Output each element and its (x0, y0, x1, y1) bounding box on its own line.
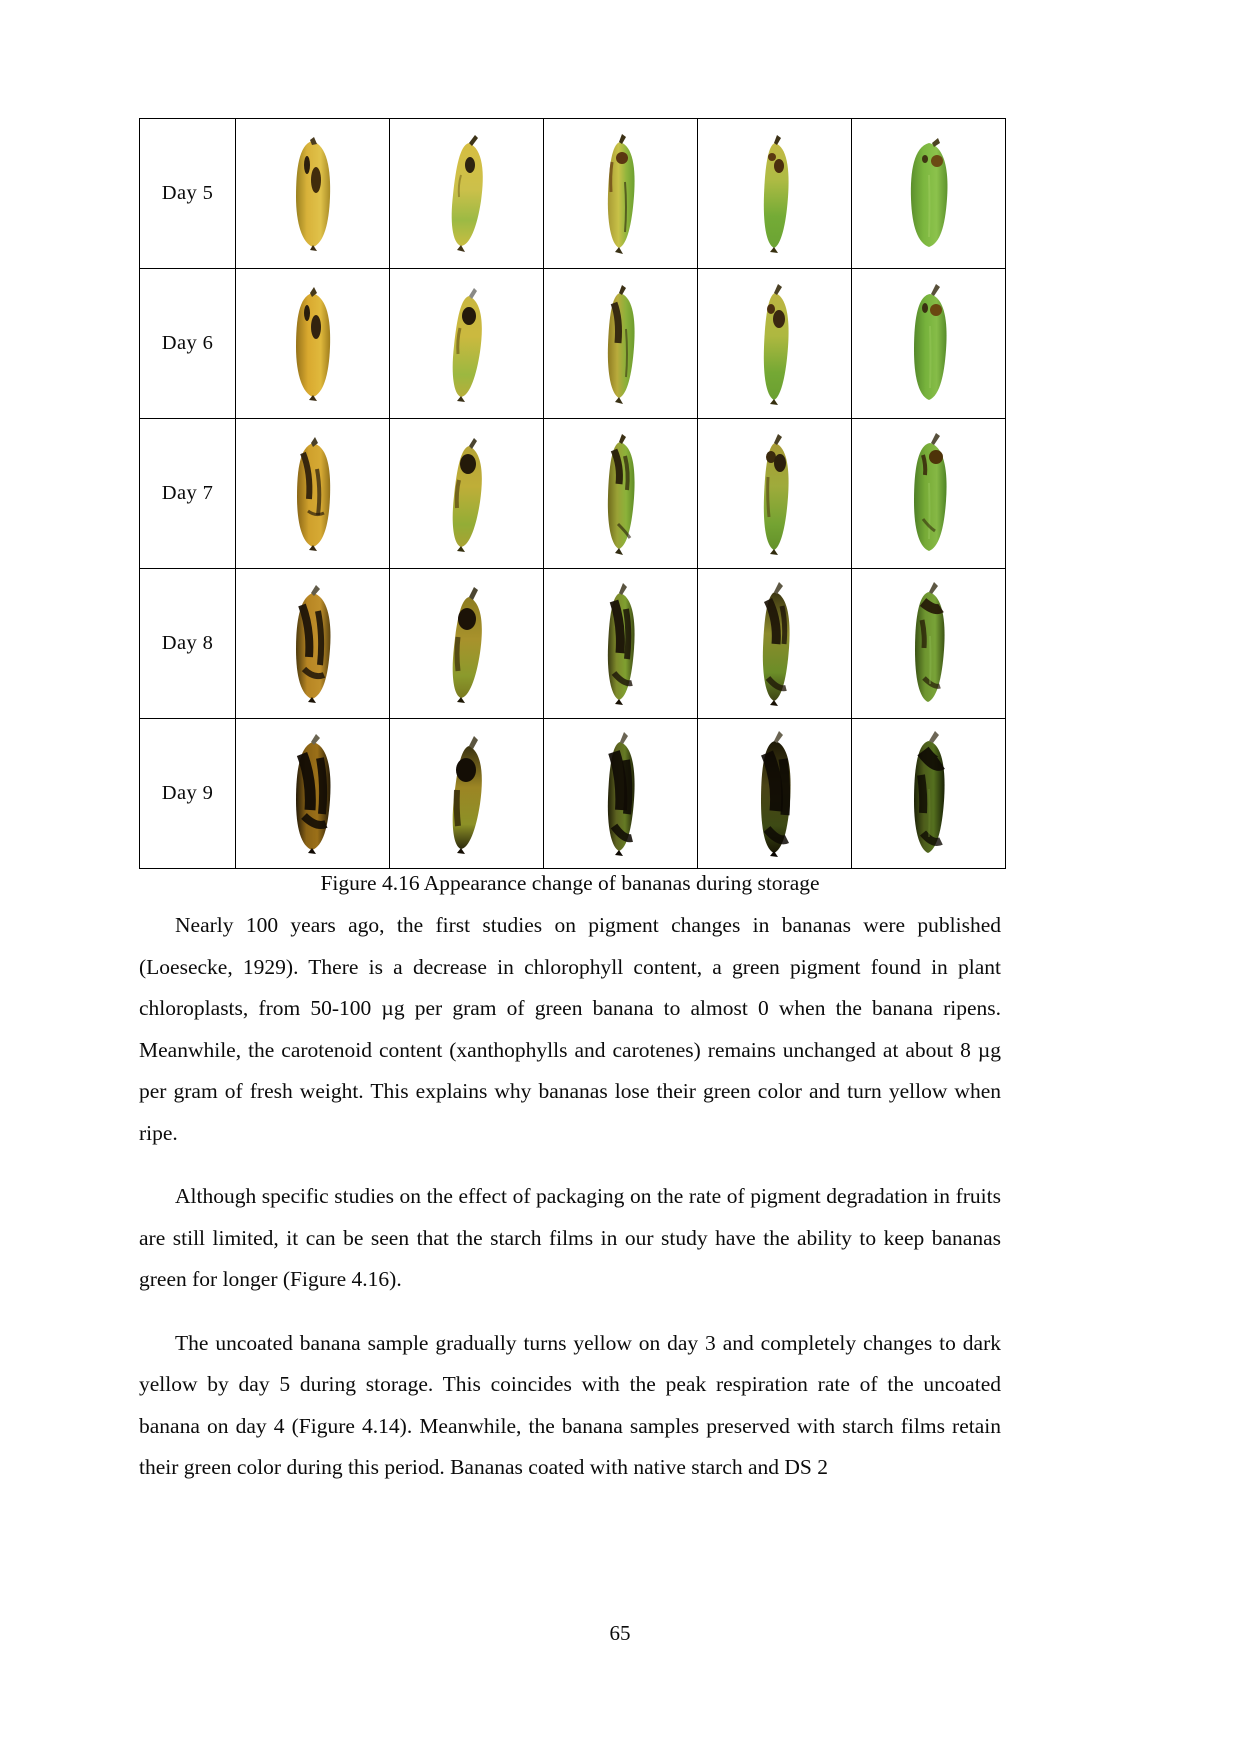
banana-image-d7-c2 (390, 419, 543, 568)
banana-cell-d8-c1 (236, 569, 390, 719)
banana-image-d5-c2 (390, 119, 543, 268)
banana-cell-d9-c2 (390, 719, 544, 869)
figure-caption: Figure 4.16 Appearance change of bananas during storage (320, 871, 820, 895)
banana-image-d8-c1 (236, 569, 389, 718)
banana-icon (746, 580, 804, 708)
banana-cell-d7-c1 (236, 419, 390, 569)
banana-image-d9-c5 (852, 719, 1005, 868)
banana-icon (748, 133, 802, 255)
banana-icon (438, 583, 496, 705)
banana-image-d5-c3 (544, 119, 697, 268)
banana-icon (747, 281, 803, 407)
banana-cell-d6-c4 (698, 269, 852, 419)
row-label-day7: Day 7 (140, 419, 236, 569)
banana-icon (437, 434, 497, 554)
banana-icon (745, 729, 805, 859)
banana-icon (281, 135, 345, 253)
banana-icon (592, 432, 650, 556)
table-row (140, 419, 1006, 569)
banana-image-d7-c1 (236, 419, 389, 568)
banana-cell-d7-c5 (852, 419, 1006, 569)
table-row (140, 269, 1006, 419)
banana-image-d7-c4 (698, 419, 851, 568)
banana-cell-d9-c5 (852, 719, 1006, 869)
banana-image-d7-c3 (544, 419, 697, 568)
banana-cell-d8-c5 (852, 569, 1006, 719)
banana-icon (435, 133, 499, 255)
banana-image-d5-c4 (698, 119, 851, 268)
paragraph-3: The uncoated banana sample gradually turns yellow on day 3 and completely changes to dark yellow by day 5 during storage. This coincides with the peak respiration rate of the uncoated banana on day 4 (Figure 4.14). Meanwhile, the banana samples preserved with starch films retain their green color during this period. Bananas coated with native starch and DS 2 (139, 1330, 1001, 1479)
banana-cell-d6-c5 (852, 269, 1006, 419)
banana-cell-d8-c3 (544, 569, 698, 719)
banana-cell-d5-c4 (698, 119, 852, 269)
banana-cell-d6-c3 (544, 269, 698, 419)
banana-icon (899, 431, 959, 557)
banana-icon (896, 135, 962, 253)
row-label-day8: Day 8 (140, 569, 236, 719)
banana-image-d6-c5 (852, 269, 1005, 418)
banana-image-d6-c4 (698, 269, 851, 418)
banana-image-d5-c5 (852, 119, 1005, 268)
banana-cell-d7-c2 (390, 419, 544, 569)
banana-appearance-table (139, 118, 1006, 869)
row-label-day9: Day 9 (140, 719, 236, 869)
banana-icon (898, 282, 960, 406)
banana-image-d6-c3 (544, 269, 697, 418)
row-label-day5: Day 5 (140, 119, 236, 269)
banana-image-d8-c5 (852, 569, 1005, 718)
table-body (140, 119, 1006, 869)
banana-cell-d7-c4 (698, 419, 852, 569)
banana-icon (592, 132, 650, 256)
banana-image-d6-c1 (236, 269, 389, 418)
banana-cell-d6-c2 (390, 269, 544, 419)
row-label-day6: Day 6 (140, 269, 236, 419)
banana-icon (900, 580, 958, 708)
banana-icon (592, 581, 650, 707)
banana-icon (282, 583, 344, 705)
banana-cell-d5-c3 (544, 119, 698, 269)
banana-icon (592, 283, 650, 405)
banana-cell-d5-c1 (236, 119, 390, 269)
banana-cell-d9-c1 (236, 719, 390, 869)
paragraph-1: Nearly 100 years ago, the first studies on pigment changes in bananas were published (Loesecke, 1929). There is a decrease in chlorophyll content, a green pigment found in plant chloroplasts, from 50-100 µg per gram of green banana to almost 0 when the banana ripens. Meanwhile, the carotenoid content (xanthophylls and carotenes) remains unchanged at about 8 µg per gram of fresh weight. This explains why bananas lose their green color and turn yellow when ripe. (139, 913, 1001, 1145)
banana-icon (436, 284, 498, 404)
banana-cell-d5-c2 (390, 119, 544, 269)
banana-image-d7-c5 (852, 419, 1005, 568)
banana-cell-d6-c1 (236, 269, 390, 419)
banana-cell-d8-c2 (390, 569, 544, 719)
table-row (140, 719, 1006, 869)
banana-icon (899, 729, 959, 859)
banana-icon (282, 285, 344, 403)
table-row (140, 569, 1006, 719)
banana-image-d9-c4 (698, 719, 851, 868)
banana-icon (592, 730, 650, 858)
banana-cell-d8-c4 (698, 569, 852, 719)
banana-image-d9-c1 (236, 719, 389, 868)
banana-icon (283, 435, 343, 553)
banana-cell-d5-c5 (852, 119, 1006, 269)
banana-image-d9-c3 (544, 719, 697, 868)
paragraph-2: Although specific studies on the effect of packaging on the rate of pigment degradation in fruits are still limited, it can be seen that the starch films in our study have the ability to keep bananas green for longer (Figure 4.16). (139, 1184, 1001, 1291)
banana-cell-d9-c3 (544, 719, 698, 869)
banana-image-d9-c2 (390, 719, 543, 868)
banana-icon (437, 732, 497, 856)
banana-cell-d9-c4 (698, 719, 852, 869)
banana-icon (282, 732, 344, 856)
banana-image-d5-c1 (236, 119, 389, 268)
banana-image-d8-c4 (698, 569, 851, 718)
banana-image-d6-c2 (390, 269, 543, 418)
banana-image-d8-c2 (390, 569, 543, 718)
banana-image-d8-c3 (544, 569, 697, 718)
body-text (139, 905, 1001, 1503)
banana-cell-d7-c3 (544, 419, 698, 569)
table-row (140, 119, 1006, 269)
banana-icon (747, 431, 803, 557)
page-number: 65 (609, 1621, 631, 1645)
